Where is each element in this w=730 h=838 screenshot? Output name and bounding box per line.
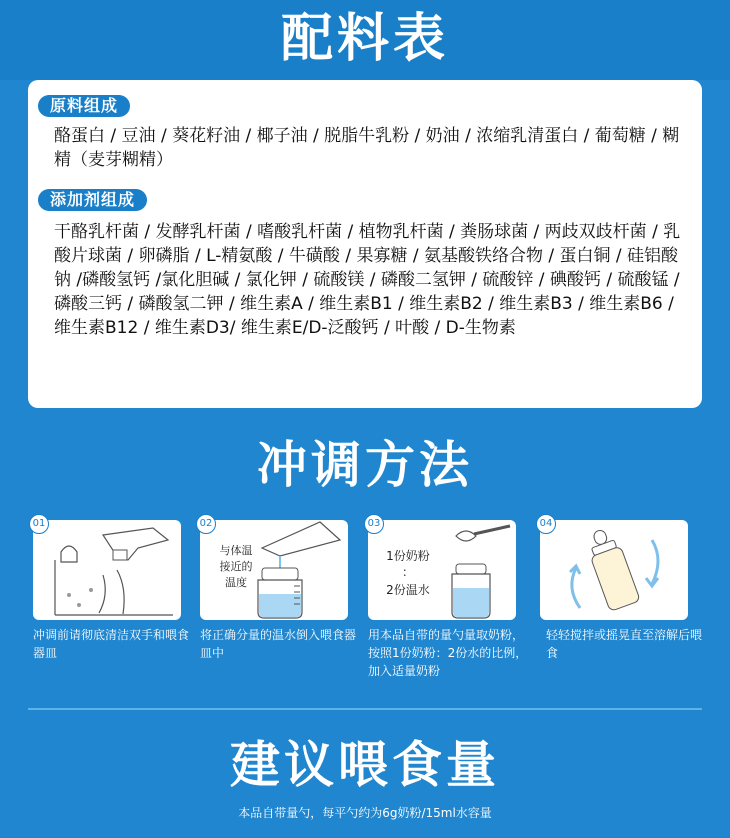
- step-3-illus-text-1: 1份奶粉: [386, 549, 430, 563]
- step-2-illus-text-1: 与体温: [219, 544, 253, 557]
- feeding-title: 建议喂食量: [230, 736, 500, 794]
- additives-label: 添加剂组成: [38, 189, 147, 211]
- wash-hands-illustration: [33, 520, 181, 620]
- step-3-description: 用本品自带的量勺量取奶粉，按照1份奶粉：2份水的比例，加入适量奶粉: [368, 628, 528, 678]
- step-3-illus-text-3: 2份温水: [386, 583, 430, 597]
- step-4-description: 轻轻搅拌或摇晃直至溶解后喂食: [546, 628, 703, 660]
- step-2-illus-text-3: 温度: [225, 576, 247, 589]
- step-4-card: [540, 520, 688, 620]
- preparation-title: 冲调方法: [257, 436, 473, 494]
- additives-text: 干酪乳杆菌 / 发酵乳杆菌 / 嗜酸乳杆菌 / 植物乳杆菌 / 粪肠球菌 / 两歧双歧杆菌 / 乳酸片球菌 / 卵磷脂 / L-精氨酸 / 牛磺酸 / 果寡糖 / 氨基酸铁络合物 / 蛋白铜 / 硅铝酸钠 /磷酸氢钙 /氯化胆碱 / 氯化钾 / 硫酸镁 / 磷酸二氢钾 / 硫酸锌 / 碘酸钙 / 硫酸锰 / 磷酸三钙 / 磷酸氢二钾 / 维生素A / 维生素B1 / 维生素B2 / 维生素B3 / 维生素B6 / 维生素B12 / 维生素D3/ 维生素E/D-泛酸钙 / 叶酸 / D-生物素: [54, 222, 681, 338]
- ingredients-title: 配料表: [280, 9, 449, 69]
- step-1-card: [33, 520, 181, 620]
- step-2-illus-text-2: 接近的: [219, 560, 253, 573]
- raw-materials-label: 原料组成: [38, 95, 130, 117]
- step-3-illus-text-2: ：: [401, 565, 415, 579]
- step-3-number: 03: [364, 514, 384, 534]
- step-1-number: 01: [29, 514, 49, 534]
- step-3-card: [368, 520, 516, 620]
- add-formula-illustration: [368, 520, 516, 620]
- step-4-number: 04: [536, 514, 556, 534]
- scoop-note: 本品自带量勺，每平勺约为6g奶粉/15ml水容量: [238, 806, 492, 820]
- step-2-description: 将正确分量的温水倒入喂食器皿中: [200, 628, 357, 660]
- section-divider: [28, 708, 702, 710]
- shake-bottle-illustration: [540, 520, 688, 620]
- step-2-card: [200, 520, 348, 620]
- raw-materials-text: 酪蛋白 / 豆油 / 葵花籽油 / 椰子油 / 脱脂牛乳粉 / 奶油 / 浓缩乳清蛋白 / 葡萄糖 / 糊精（麦芽糊精）: [54, 126, 680, 170]
- step-1-description: 冲调前请彻底清洁双手和喂食器皿: [33, 628, 190, 660]
- pour-water-illustration: [200, 520, 348, 620]
- step-2-number: 02: [196, 514, 216, 534]
